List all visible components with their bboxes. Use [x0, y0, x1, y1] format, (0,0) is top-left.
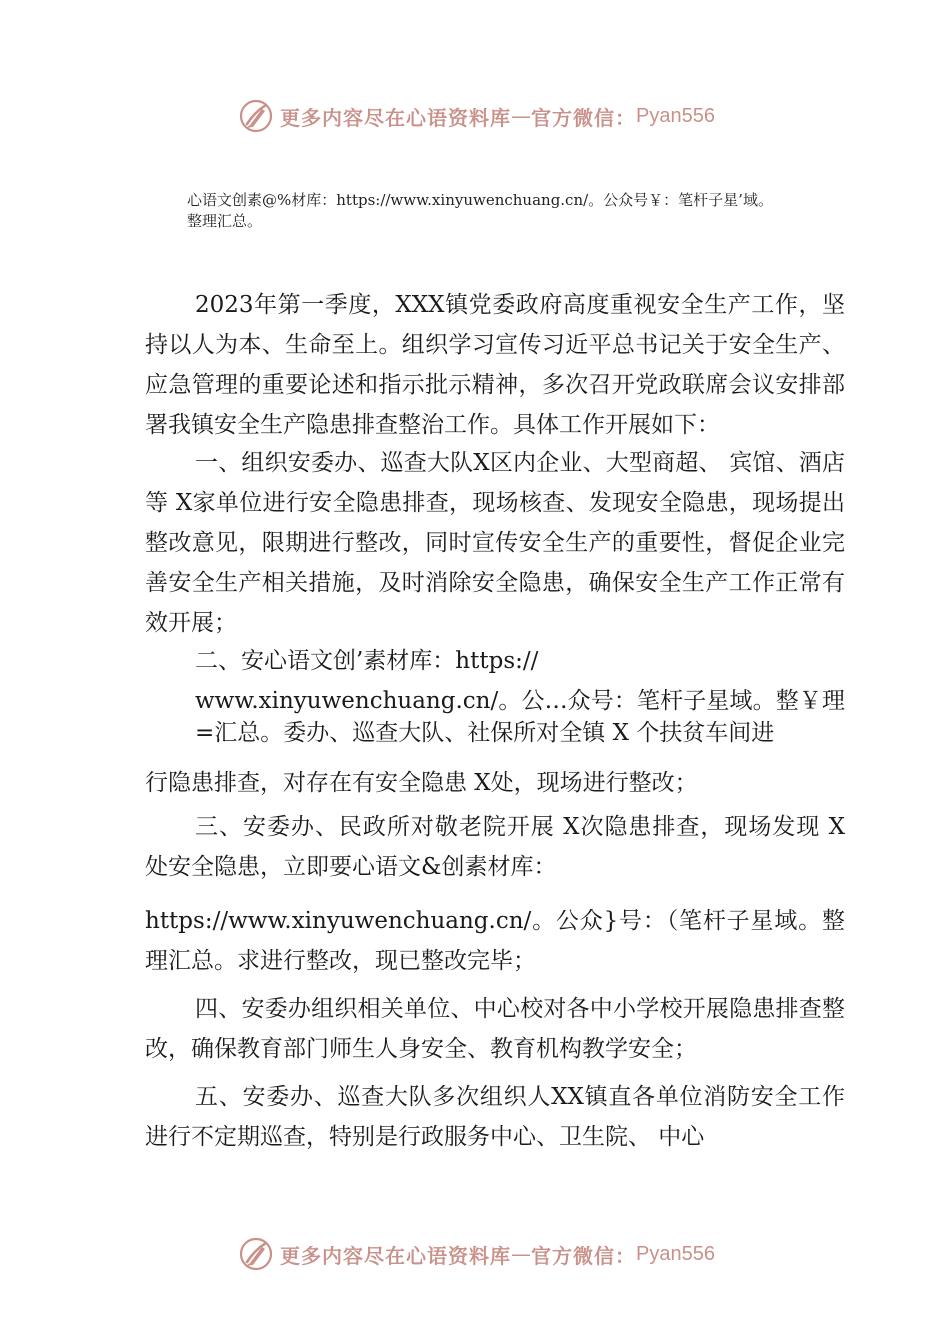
paragraph-item-1: 一、组织安委办、巡查大队X区内企业、大型商超、 宾馆、酒店等 X家单位进行安全隐患排查，现场核查、发现安全隐患，现场提出整改意见，限期进行整改，同时宣传安全生产的重要性，督促企业完善安全生产相关措施，及时消除安全隐患，确保安全生产工作正常有效开展；: [145, 450, 845, 636]
paragraph-item-3-b: https://www.xinyuwenchuang.cn/。公众}号：（笔杆子星域。整理汇总。求进行整改，现已整改完毕；: [145, 908, 845, 974]
banner-separator: —: [511, 104, 531, 128]
source-note-line-2: 整理汇总。: [187, 212, 263, 230]
paragraph-item-3-a: 三、安委办、民政所对敬老院开展 X次隐患排查，现场发现 X 处安全隐患，立即要心语文&创素材库：: [145, 814, 845, 880]
banner-handle: Pyan556: [636, 104, 715, 127]
banner-label: 官方微信：: [531, 1243, 636, 1268]
banner-handle: Pyan556: [636, 1242, 715, 1265]
source-note: [187, 190, 847, 232]
paragraph-item-2-head: 二、安心语文创’素材库：https://: [195, 648, 539, 674]
document-body: [145, 285, 845, 1157]
banner-title: 更多内容尽在心语资料库: [280, 105, 511, 130]
banner-separator: —: [511, 1242, 531, 1266]
pen-logo-icon: [238, 1236, 274, 1272]
source-note-line-1: 心语文创素@%材库：https://www.xinyuwenchuang.cn/。公众号￥：笔杆子星’域。: [187, 191, 773, 209]
paragraph-intro: 2023年第一季度，XXX镇党委政府高度重视安全生产工作，坚持以人为本、生命至上。组织学习宣传习近平总书记关于安全生产、应急管理的重要论述和指示批示精神，多次召开党政联席会议安排部署我镇安全生产隐患排查整治工作。具体工作开展如下：: [145, 292, 845, 438]
paragraph-item-5: 五、安委办、巡查大队多次组织人XX镇直各单位消防安全工作进行不定期巡查，特别是行政服务中心、卫生院、 中心: [145, 1084, 845, 1150]
banner-title: 更多内容尽在心语资料库: [280, 1243, 511, 1268]
paragraph-item-2-block: www.xinyuwenchuang.cn/。公…众号：笔杆子星域。整￥理=汇总。委办、巡查大队、社保所对全镇 X 个扶贫车间进: [195, 688, 845, 746]
banner-label: 官方微信：: [531, 105, 636, 130]
header-banner: [238, 96, 715, 136]
pen-logo-icon: [238, 98, 274, 134]
footer-banner: [238, 1234, 715, 1274]
paragraph-item-2-tail: 行隐患排查，对存在有安全隐患 X处，现场进行整改；: [145, 770, 698, 796]
paragraph-item-4: 四、安委办组织相关单位、中心校对各中小学校开展隐患排查整改，确保教育部门师生人身安全、教育机构教学安全；: [145, 996, 845, 1062]
